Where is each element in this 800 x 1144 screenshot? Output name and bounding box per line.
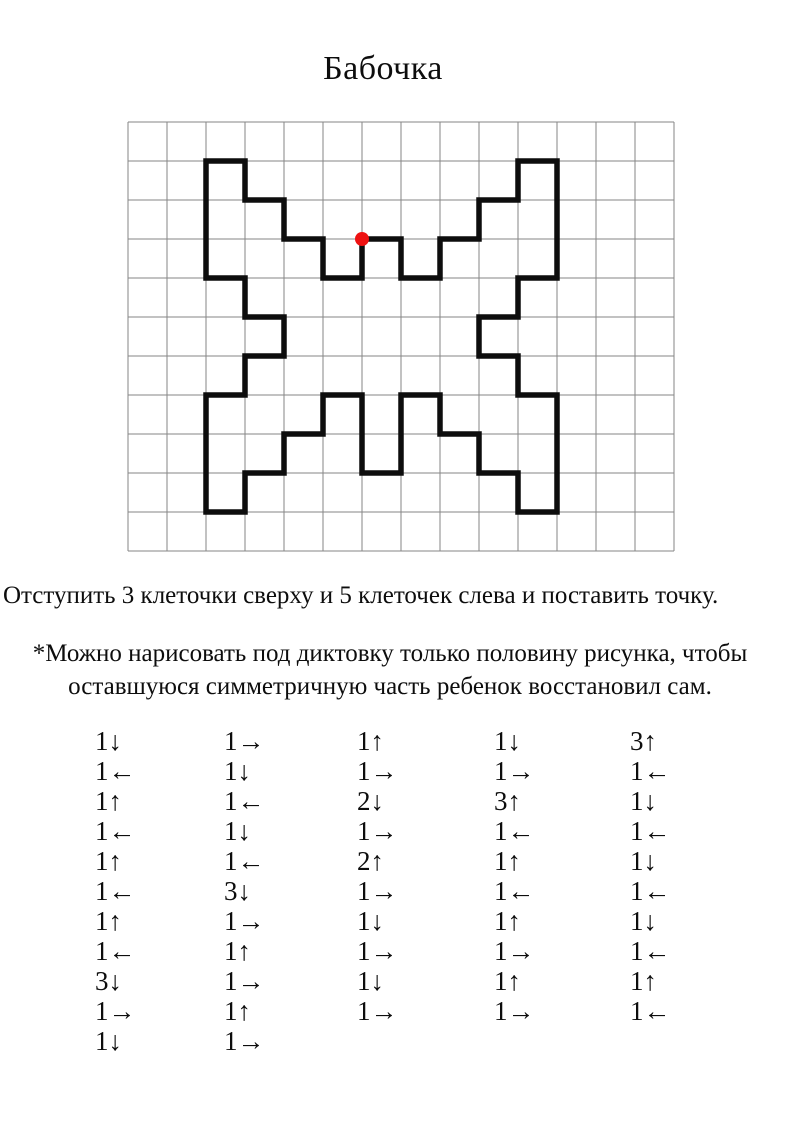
dictation-step: 1↑ [95,906,122,936]
dictation-step: 1↓ [95,1026,122,1056]
worksheet-title: Бабочка [323,50,443,87]
dictation-step: 1→ [357,996,398,1026]
dictation-step: 1← [494,816,535,846]
dictation-step: 2↑ [357,846,384,876]
dictation-step: 1← [95,816,136,846]
dictation-step: 1↓ [630,786,657,816]
dictation-step: 1← [95,936,136,966]
dictation-step: 1↑ [494,846,521,876]
dictation-step: 1→ [494,756,535,786]
dictation-step: 1↑ [357,726,384,756]
dictation-step: 1← [224,846,265,876]
dictation-step: 1→ [224,726,265,756]
symmetry-note-line1: *Можно нарисовать под диктовку только половину рисунка, чтобы [32,640,748,667]
dictation-step: 1↑ [494,966,521,996]
dictation-step: 1↓ [224,756,251,786]
dictation-step: 3↓ [224,876,251,906]
dictation-step: 1↓ [357,906,384,936]
dictation-step: 1↑ [494,906,521,936]
dictation-step: 1← [630,996,671,1026]
dictation-step: 1← [494,876,535,906]
dictation-step: 1→ [494,996,535,1026]
dictation-step: 1→ [494,936,535,966]
dictation-step: 3↓ [95,966,122,996]
dictation-step: 1← [224,786,265,816]
dictation-step: 1↓ [630,906,657,936]
start-instruction: Отступить 3 клеточки сверху и 5 клеточек слева и поставить точку. [3,582,719,609]
dictation-step: 3↑ [494,786,521,816]
dictation-step: 1← [630,816,671,846]
symmetry-note-line2: оставшуюся симметричную часть ребенок восстановил сам. [68,673,712,700]
dictation-step: 1→ [357,936,398,966]
dictation-step: 1← [95,876,136,906]
dictation-step: 1→ [224,906,265,936]
dictation-step: 1↓ [630,846,657,876]
dictation-step: 1↑ [95,786,122,816]
dictation-step: 1↑ [630,966,657,996]
dictation-step: 1→ [224,1026,265,1056]
dictation-step: 1→ [357,816,398,846]
dictation-step: 1← [95,756,136,786]
dictation-step: 1↓ [494,726,521,756]
dictation-step: 1↓ [224,816,251,846]
dictation-step: 3↑ [630,726,657,756]
dictation-step: 1→ [224,966,265,996]
dictation-step: 1← [630,756,671,786]
dictation-step: 2↓ [357,786,384,816]
dictation-step: 1↑ [224,936,251,966]
dictation-step: 1↓ [357,966,384,996]
dictation-step: 1↑ [95,846,122,876]
dictation-step: 1→ [95,996,136,1026]
dictation-step: 1↓ [95,726,122,756]
dictation-step: 1→ [357,756,398,786]
dictation-step: 1← [630,936,671,966]
dictation-step: 1← [630,876,671,906]
dictation-step: 1→ [357,876,398,906]
dictation-step: 1↑ [224,996,251,1026]
